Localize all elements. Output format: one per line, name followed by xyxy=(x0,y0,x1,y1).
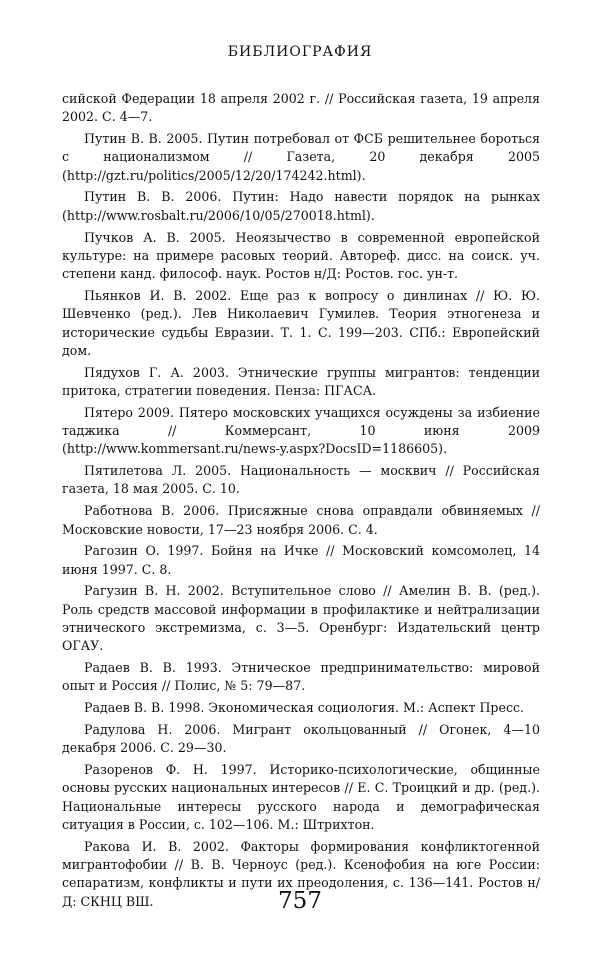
bibliography-entry: Радаев В. В. 1998. Экономическая социология. М.: Аспект Пресс. xyxy=(84,700,525,716)
bibliography-entry: Разоренов Ф. Н. 1997. Историко-психологические, общинные основы русских национальных интересов // Е. С. Троицкий и др. (ред.). Национальные интересы русского народа и демографическая ситуация в России, с. 102—106. М.: Штрихтон. xyxy=(62,762,540,832)
bibliography-entry: Рагузин В. Н. 2002. Вступительное слово // Амелин В. В. (ред.). Роль средств массовой информации в профилактике и нейтрализации этнического экстремизма, с. 3—5. Оренбург: Издательский центр ОГАУ. xyxy=(62,583,540,654)
bibliography-entry: Пятеро 2009. Пятеро московских учащихся осуждены за избиение таджика // Коммерсант, 10 июня 2009 (http://www.kommersant.ru/news-y.aspx?DocsID=1186605). xyxy=(62,404,540,457)
bibliography-entry: Пучков А. В. 2005. Неоязычество в современной европейской культуре: на примере расовых теорий. Автореф. дисс. на соиск. уч. степени канд. философ. наук. Ростов н/Д: Ростов. гос. ун-т. xyxy=(62,229,540,282)
bibliography-entry: Ракова И. В. 2002. Факторы формирования конфликтогенной мигрантофобии // В. В. Черноус (ред.). Ксенофобия на юге России: сепаратизм, конфликты и пути их преодоления, с. 136—141. Ростов н/Д: СКНЦ ВШ. xyxy=(62,838,540,909)
bibliography-entry: Пьянков И. В. 2002. Еще раз к вопросу о динлинах // Ю. Ю. Шевченко (ред.). Лев Николаевич Гумилев. Теория этногенеза и исторические судьбы Евразии. Т. 1. С. 199—203. СПб.: Европейский дом. xyxy=(62,287,540,358)
bibliography-list xyxy=(62,90,540,914)
bibliography-entry: Пядухов Г. А. 2003. Этнические группы мигрантов: тенденции притока, стратегии поведения. Пенза: ПГАСА. xyxy=(62,364,540,398)
bibliography-entry: Радаев В. В. 1993. Этническое предпринимательство: мировой опыт и Россия // Полис, № 5: 79—87. xyxy=(62,660,540,694)
bibliography-entry: Путин В. В. 2006. Путин: Надо навести порядок на рынках (http://www.rosbalt.ru/2006/10/05/270018.html). xyxy=(62,189,540,223)
bibliography-entry-continued: сийской Федерации 18 апреля 2002 г. // Российская газета, 19 апреля 2002. С. 4—7. xyxy=(62,91,540,125)
bibliography-entry: Радулова Н. 2006. Мигрант окольцованный // Огонек, 4—10 декабря 2006. С. 29—30. xyxy=(62,722,540,756)
page-number: 757 xyxy=(278,888,322,914)
bibliography-entry: Рагозин О. 1997. Бойня на Ичке // Московский комсомолец, 14 июня 1997. С. 8. xyxy=(62,543,540,577)
bibliography-entry: Путин В. В. 2005. Путин потребовал от ФСБ решительнее бороться с национализмом // Газета, 20 декабря 2005 (http://gzt.ru/politics/2005/12/20/174242.html). xyxy=(62,131,540,183)
bibliography-entry: Пятилетова Л. 2005. Национальность — москвич // Российская газета, 18 мая 2005. С. 10. xyxy=(62,463,540,497)
bibliography-entry: Работнова В. 2006. Присяжные снова оправдали обвиняемых // Московские новости, 17—23 ноября 2006. С. 4. xyxy=(62,503,540,537)
running-header: БИБЛИОГРАФИЯ xyxy=(227,44,373,60)
